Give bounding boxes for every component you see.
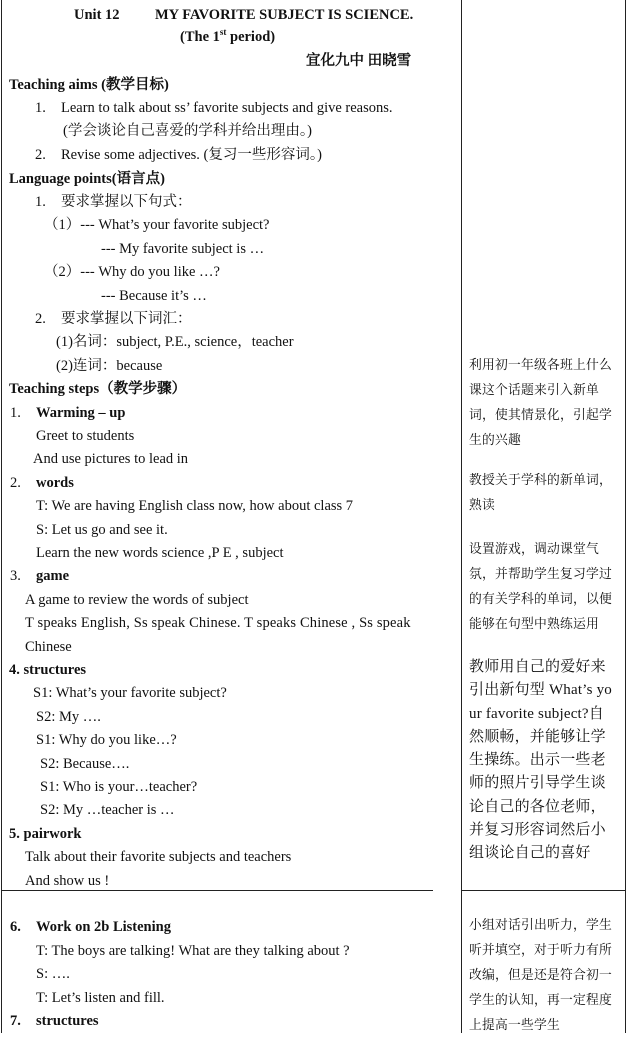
aim-1-english: Learn to talk about ss’ favorite subjects and give reasons.	[61, 100, 393, 116]
step-7-number: 7.	[10, 1013, 21, 1029]
step-2-number: 2.	[10, 475, 21, 491]
step-7-title: structures	[36, 1013, 99, 1029]
vocab-conjunction: (2)连词：because	[56, 358, 163, 374]
step-6-line-2: S: ….	[36, 966, 70, 982]
step-4-line-6: S2: My …teacher is …	[40, 802, 175, 818]
aim-2-number: 2.	[35, 147, 46, 163]
step-6-number: 6.	[10, 919, 21, 935]
step-5-line-2: And show us !	[25, 873, 110, 889]
step-5-title: 5. pairwork	[9, 826, 82, 842]
lang-point-1-number: 1.	[35, 194, 46, 210]
row-divider-right	[461, 890, 626, 891]
step-1-title: Warming – up	[36, 405, 126, 421]
author: 宜化九中 田晓雪	[306, 53, 412, 69]
row-divider	[1, 890, 433, 891]
period-pre: (The 1	[180, 29, 220, 45]
step-3-number: 3.	[10, 568, 21, 584]
sentence-1-answer: --- My favorite subject is …	[101, 241, 265, 257]
step-1-line-1: Greet to students	[36, 428, 135, 444]
period-label	[180, 28, 275, 46]
step-3-line-2: T speaks English, Ss speak Chinese. T speaks Chinese , Ss speak	[25, 615, 411, 631]
lang-point-1: 要求掌握以下句式：	[61, 194, 192, 210]
aim-1-chinese: (学会谈论自己喜爱的学科并给出理由。)	[63, 123, 312, 139]
sentence-2-question: （2）--- Why do you like …?	[44, 264, 220, 280]
aims-heading: Teaching aims (教学目标)	[9, 77, 169, 93]
aim-1-number: 1.	[35, 100, 46, 116]
step-5-line-1: Talk about their favorite subjects and teachers	[25, 849, 292, 865]
step-2-title: words	[36, 475, 74, 491]
step-4-line-3: S1: Why do you like…?	[36, 732, 177, 748]
lang-point-2-number: 2.	[35, 311, 46, 327]
note-listening: 小组对话引出听力，学生听并填空，对于听力有所改编，但是还是符合初一学生的认知，再一定程度上提高一些学生	[469, 918, 612, 1032]
step-3-line-1: A game to review the words of subject	[25, 592, 249, 608]
lang-point-2: 要求掌握以下词汇：	[61, 311, 192, 327]
step-1-number: 1.	[10, 405, 21, 421]
step-4-line-2: S2: My ….	[36, 709, 101, 725]
vocab-nouns: (1)名词：subject, P.E., science，teacher	[56, 334, 294, 350]
note-structures: 教师用自己的爱好来引出新句型 What’s your favorite subject?自然顺畅，并能够让学生操练。出示一些老师的照片引导学生谈论自己的各位老师，并复习形容词然后小组谈论自己的喜好	[469, 659, 612, 862]
step-4-line-1: S1: What’s your favorite subject?	[33, 685, 227, 701]
note-words: 教授关于学科的新单词，熟读	[469, 473, 612, 512]
period-post: period)	[226, 29, 276, 45]
step-6-line-3: T: Let’s listen and fill.	[36, 990, 165, 1006]
step-6-title: Work on 2b Listening	[36, 919, 171, 935]
step-4-title: 4. structures	[9, 662, 87, 678]
step-3-line-3: Chinese	[25, 639, 72, 655]
unit-label: Unit 12	[74, 7, 120, 23]
table-left-border	[1, 0, 2, 1033]
language-heading: Language points(语言点)	[9, 171, 165, 187]
step-4-line-4: S2: Because….	[40, 756, 130, 772]
sentence-1-question: （1）--- What’s your favorite subject?	[44, 217, 270, 233]
step-6-line-1: T: The boys are talking! What are they talking about ?	[36, 943, 350, 959]
step-1-line-2: And use pictures to lead in	[33, 451, 189, 467]
page-title: MY FAVORITE SUBJECT IS SCIENCE.	[155, 7, 414, 23]
step-2-line-1: T: We are having English class now, how about class 7	[36, 498, 354, 514]
step-3-title: game	[36, 568, 70, 584]
step-4-line-5: S1: Who is your…teacher?	[40, 779, 198, 795]
table-column-divider	[461, 0, 462, 1033]
table-right-border	[625, 0, 626, 1033]
period-sup: st	[219, 27, 227, 38]
aim-2: Revise some adjectives. (复习一些形容词。)	[61, 147, 322, 163]
step-2-line-3: Learn the new words science ,P E , subject	[36, 545, 284, 561]
steps-heading: Teaching steps（教学步骤）	[9, 381, 187, 397]
step-2-line-2: S: Let us go and see it.	[36, 522, 168, 538]
note-game: 设置游戏，调动课堂气氛，并帮助学生复习学过的有关学科的单词，以便能够在句型中熟练运用	[469, 542, 612, 631]
sentence-2-answer: --- Because it’s …	[101, 288, 207, 304]
note-warming-up: 利用初一年级各班上什么课这个话题来引入新单词，使其情景化，引起学生的兴趣	[469, 358, 612, 447]
